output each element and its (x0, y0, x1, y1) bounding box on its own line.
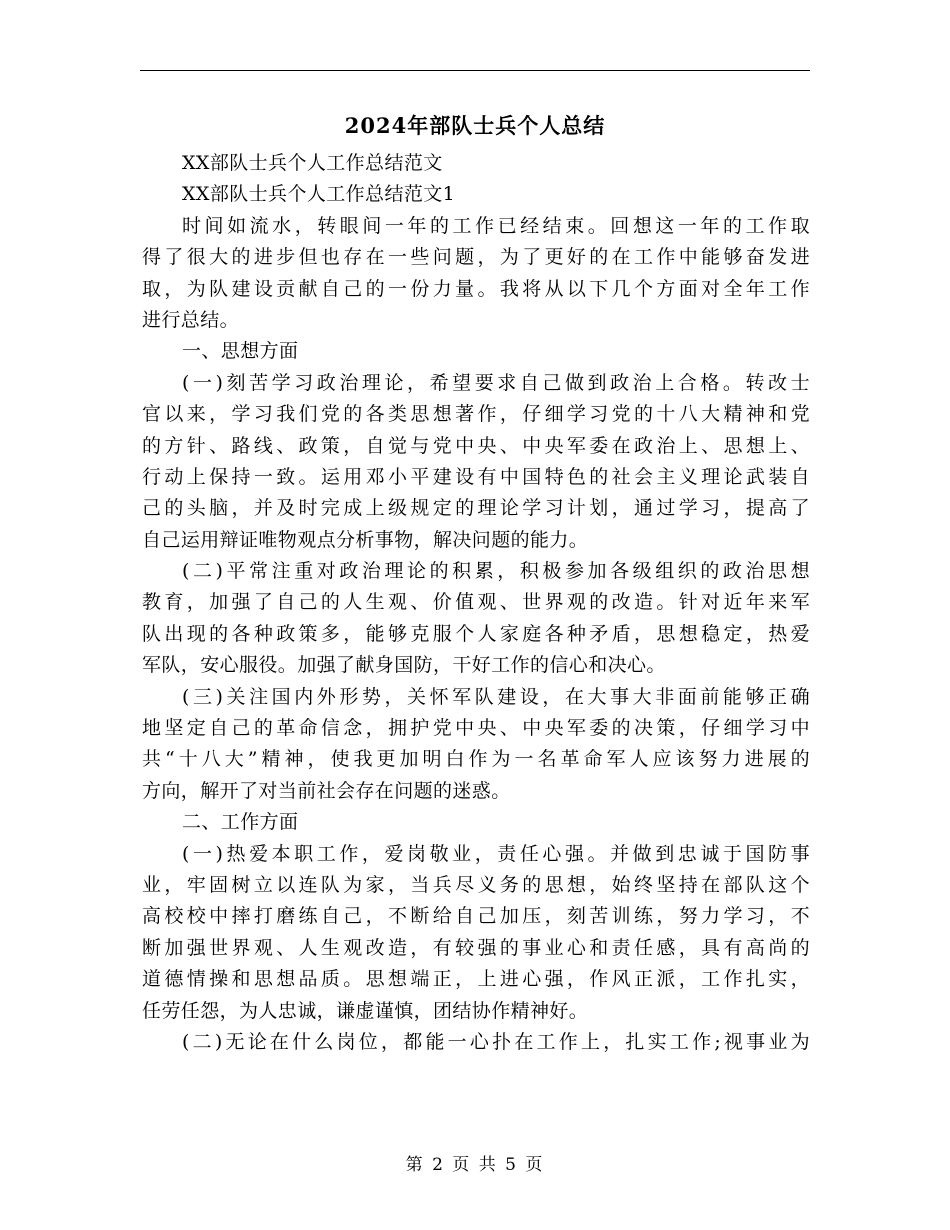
document-body (142, 148, 810, 1058)
text-line: (一)热爱本职工作，爱岗敬业，责任心强。并做到忠诚于国防事 (182, 842, 810, 865)
section-heading: 二、工作方面 (182, 811, 299, 834)
text-line: 军队，安心服役。加强了献身国防，干好工作的信心和决心。 (142, 654, 666, 677)
header-rule (140, 70, 810, 71)
text-line: 断加强世界观、人生观改造，有较强的事业心和责任感，具有高尚的 (142, 936, 810, 959)
text-line: (一)刻苦学习政治理论，希望要求自己做到政治上合格。转改士 (182, 371, 810, 394)
text-line: XX部队士兵个人工作总结范文1 (182, 183, 456, 206)
text-line: (二)平常注重对政治理论的积累，积极参加各级组织的政治思想 (182, 560, 810, 583)
text-line: 地坚定自己的革命信念，拥护党中央、中央军委的决策，仔细学习中 (142, 717, 810, 740)
text-line: 己的头脑，并及时完成上级规定的理论学习计划，通过学习，提高了 (142, 497, 810, 520)
text-line: (三)关注国内外形势，关怀军队建设，在大事大非面前能够正确 (182, 685, 810, 708)
text-line: 行动上保持一致。运用邓小平建设有中国特色的社会主义理论武装自 (142, 465, 810, 488)
text-line: 时间如流水，转眼间一年的工作已经结束。回想这一年的工作取 (182, 214, 810, 237)
text-line: 任劳任怨，为人忠诚，谦虚谨慎，团结协作精神好。 (142, 999, 589, 1022)
text-line: 高校校中摔打磨练自己，不断给自己加压，刻苦训练，努力学习，不 (142, 905, 810, 928)
text-line: 队出现的各种政策多，能够克服个人家庭各种矛盾，思想稳定，热爱 (142, 622, 810, 645)
text-line: 官以来，学习我们党的各类思想著作，仔细学习党的十八大精神和党 (142, 403, 810, 426)
text-line: 的方针、路线、政策，自觉与党中央、中央军委在政治上、思想上、 (142, 434, 810, 457)
section-heading: 一、思想方面 (182, 340, 299, 363)
text-line: 得了很大的进步但也存在一些问题，为了更好的在工作中能够奋发进 (142, 246, 810, 269)
text-line: 共“十八大”精神，使我更加明白作为一名革命军人应该努力进展的 (142, 748, 810, 771)
text-line: (二)无论在什么岗位，都能一心扑在工作上，扎实工作;视事业为 (182, 1030, 810, 1053)
document-title: 2024年部队士兵个人总结 (344, 113, 606, 138)
page-number: 第 2 页 共 5 页 (405, 1155, 545, 1175)
text-line: 教育，加强了自己的人生观、价值观、世界观的改造。针对近年来军 (142, 591, 810, 614)
text-line: 方向，解开了对当前社会存在问题的迷惑。 (142, 779, 511, 802)
text-line: 自己运用辩证唯物观点分析事物，解决问题的能力。 (142, 528, 589, 551)
text-line: 取，为队建设贡献自己的一份力量。我将从以下几个方面对全年工作 (142, 277, 810, 300)
text-line: 进行总结。 (142, 308, 240, 331)
text-line: 道德情操和思想品质。思想端正，上进心强，作风正派，工作扎实， (142, 968, 810, 991)
text-line: 业，牢固树立以连队为家，当兵尽义务的思想，始终坚持在部队这个 (142, 873, 810, 896)
text-line: XX部队士兵个人工作总结范文 (182, 152, 443, 174)
